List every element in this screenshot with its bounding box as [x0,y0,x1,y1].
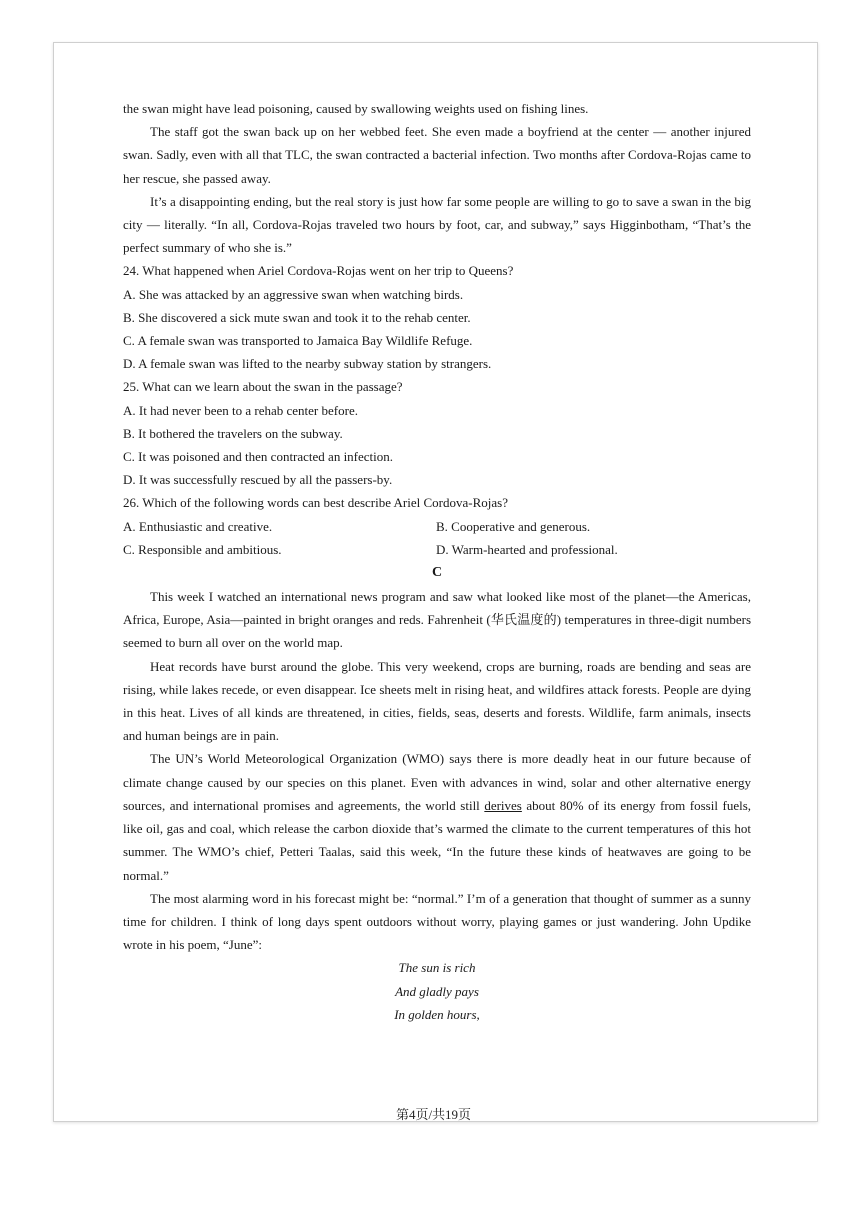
passage-paragraph: the swan might have lead poisoning, caused by swallowing weights used on fishing lines. [123,101,589,116]
question-25-option-c: C. It was poisoned and then contracted an infection. [123,449,394,465]
page-number: 第4页/共19页 [395,1107,472,1122]
question-25-stem: 25. What can we learn about the swan in the passage? [123,379,403,395]
question-26-option-b: B. Cooperative and generous. [436,518,591,534]
poem-line: And gladly pays [395,983,479,999]
question-26-option-a: A. Enthusiastic and creative. [123,518,273,534]
question-24-option-d: D. A female swan was lifted to the nearby subway station by strangers. [123,356,492,372]
question-26-options-row-2 [123,538,751,561]
section-heading: C [431,565,443,581]
question-26-stem: 26. Which of the following words can best describe Ariel Cordova-Rojas? [123,495,508,511]
question-24-option-b: B. She discovered a sick mute swan and took it to the rehab center. [123,309,471,325]
question-26-options-row-1 [123,515,751,538]
question-25-option-b: B. It bothered the travelers on the subway. [123,425,343,441]
question-26-option-d: D. Warm-hearted and professional. [436,541,618,557]
question-26-option-c: C. Responsible and ambitious. [123,541,282,557]
passage-paragraph: The most alarming word in his forecast might be: “normal.” I’m of a generation that thought of summer as a sunny time for children. I think of long days spent outdoors without worry, playing games or just wandering. John Updike wrote in his poem, “June”: [123,890,751,953]
passage-paragraph: This week I watched an international news program and saw what looked like most of the planet—the Americas, Africa, Europe, Asia—painted in bright oranges and reds. Fahrenheit (华氏温度的) temperatures in three-digit numbers seemed to burn all over on the world map. [123,589,751,651]
passage-paragraph [123,747,751,886]
question-25-option-d: D. It was successfully rescued by all the passers-by. [123,472,393,488]
passage-paragraph: It’s a disappointing ending, but the real story is just how far some people are willing to go to save a swan in the big city — literally. “In all, Cordova-Rojas traveled two hours by foot, car, and subway,” says Higginbotham, “That’s the perfect summary of who she is.” [123,193,751,256]
underlined-word: derives [484,797,522,813]
question-24-option-c: C. A female swan was transported to Jamaica Bay Wildlife Refuge. [123,333,473,349]
question-24-stem: 24. What happened when Ariel Cordova-Rojas went on her trip to Queens? [123,263,514,279]
poem-excerpt [123,956,751,1026]
question-24-option-a: A. She was attacked by an aggressive swan when watching birds. [123,286,464,302]
passage-paragraph: The staff got the swan back up on her webbed feet. She even made a boyfriend at the center — another injured swan. Sadly, even with all that TLC, the swan contracted a bacterial infection. Two months after Cordova-Rojas came to her rescue, she passed away. [123,124,751,186]
question-25-option-a: A. It had never been to a rehab center before. [123,402,358,418]
passage-paragraph: Heat records have burst around the globe. This very weekend, crops are burning, roads are bending and seas are rising, while lakes recede, or even disappear. Ice sheets melt in rising heat, and wildfires attack forests. People are dying in this heat. Lives of all kinds are threatened, in cities, fields, seas, deserts and forests. Wildlife, farm animals, insects and human beings are in pain. [123,658,751,744]
poem-line: In golden hours, [394,1006,480,1022]
paragraph-text: The UN’s World Meteorological Organization (WMO) says there is more deadly heat in our future because of climate change caused by our species on this planet. Even with advances in wind, solar and other alternative energy sources, and international promises and agreements, the world still [123,751,751,813]
page-content [123,97,751,1026]
paragraph-text: about 80% of its energy from fossil fuels, like oil, gas and coal, which release the carbon dioxide that’s warmed the climate to the current temperatures of this hot summer. The WMO’s chief, Petteri Taalas, said this week, “In the future these kinds of heatwaves are going to be normal.” [123,797,752,883]
poem-line: The sun is rich [398,960,476,976]
